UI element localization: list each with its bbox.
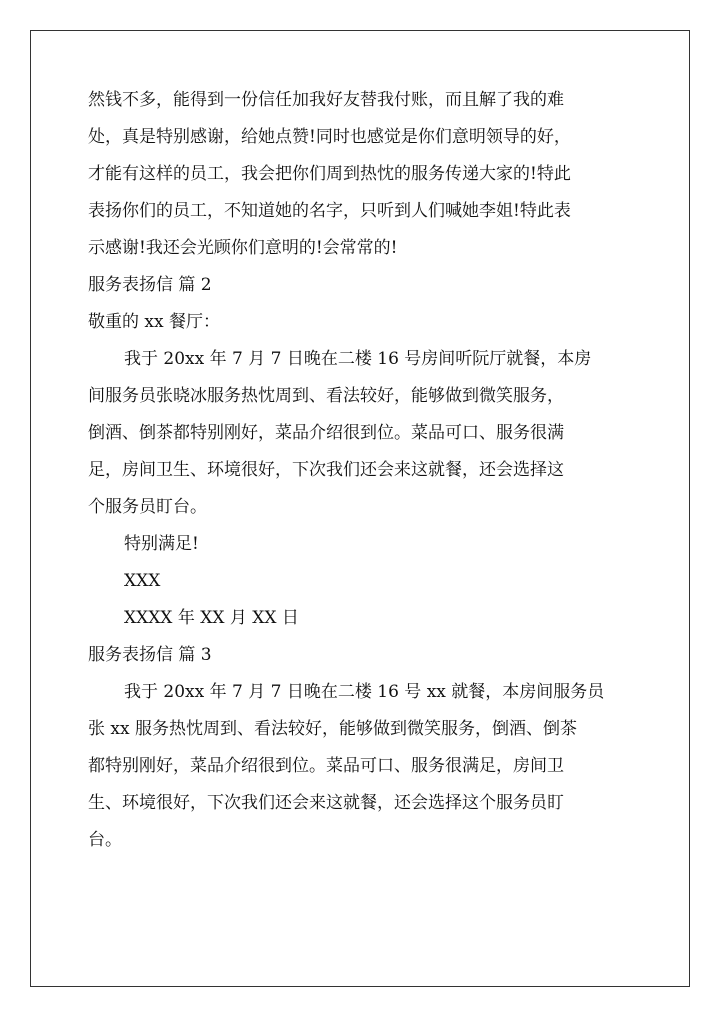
section-3-body-line: 张 xx 服务热忱周到、看法较好，能够做到微笑服务，倒酒、倒茶	[88, 719, 577, 739]
section-3-body-line: 都特别刚好，菜品介绍很到位。菜品可口、服务很满足，房间卫	[88, 756, 564, 776]
section-3-heading: 服务表扬信 篇 3	[88, 645, 212, 665]
section-2-date: XXXX 年 XX 月 XX 日	[124, 608, 299, 628]
section-2-signature: XXX	[124, 571, 161, 591]
section-2-body-line: 个服务员盯台。	[88, 497, 207, 517]
section-3-body-line: 生、环境很好，下次我们还会来这就餐，还会选择这个服务员盯	[88, 793, 564, 813]
section-2-body-line: 我于 20xx 年 7 月 7 日晚在二楼 16 号房间听阮厅就餐，本房	[124, 349, 592, 369]
section-3-body-line: 台。	[88, 830, 122, 850]
intro-line: 处，真是特别感谢，给她点赞!同时也感觉是你们意明领导的好，	[88, 127, 571, 147]
section-2-body-line: 足，房间卫生、环境很好，下次我们还会来这就餐，还会选择这	[88, 460, 564, 480]
section-3-body-line: 我于 20xx 年 7 月 7 日晚在二楼 16 号 xx 就餐，本房间服务员	[124, 682, 605, 702]
intro-line: 才能有这样的员工，我会把你们周到热忱的服务传递大家的!特此	[88, 164, 571, 184]
section-2-closing: 特别满足!	[124, 534, 199, 554]
intro-line: 示感谢!我还会光顾你们意明的!会常常的!	[88, 238, 398, 258]
section-2-heading: 服务表扬信 篇 2	[88, 275, 212, 295]
intro-line: 然钱不多，能得到一份信任加我好友替我付账，而且解了我的难	[88, 90, 564, 110]
document-body	[88, 82, 644, 859]
section-2-body-line: 倒酒、倒茶都特别刚好，菜品介绍很到位。菜品可口、服务很满	[88, 423, 564, 443]
section-2-salutation: 敬重的 xx 餐厅：	[88, 312, 220, 332]
section-2-body-line: 间服务员张晓冰服务热忱周到、看法较好，能够做到微笑服务，	[88, 386, 564, 406]
intro-line: 表扬你们的员工，不知道她的名字，只听到人们喊她李姐!特此表	[88, 201, 571, 221]
